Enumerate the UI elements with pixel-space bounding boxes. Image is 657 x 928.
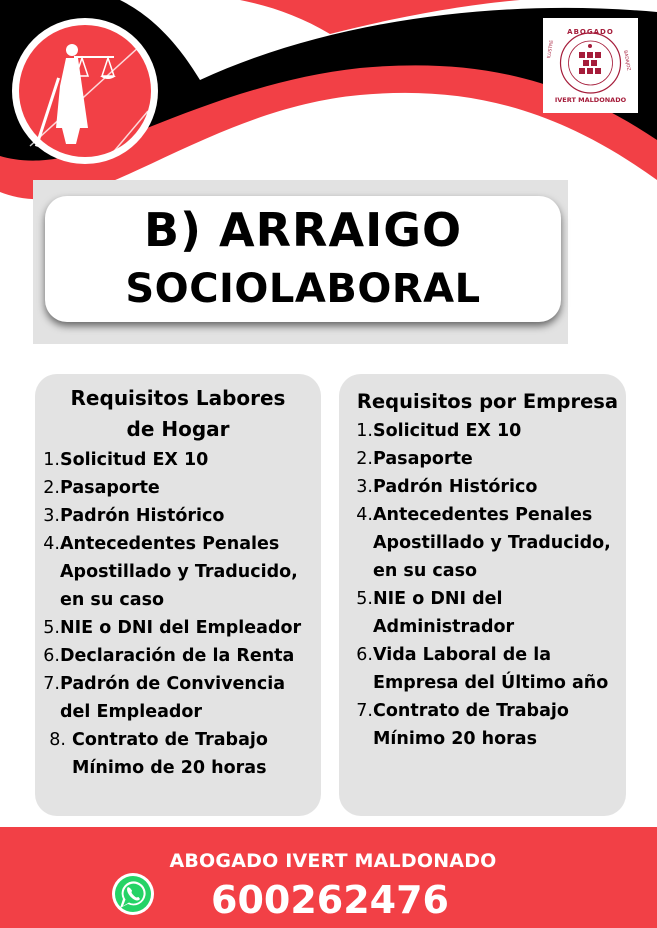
list-item	[35, 670, 321, 726]
item-text: Padrón de Convivencia del Empleador	[60, 674, 286, 722]
list-item	[35, 502, 321, 530]
item-number: 5.	[43, 618, 60, 638]
list-item	[35, 530, 321, 614]
item-number: 3.	[356, 477, 373, 497]
item-number: 4.	[356, 505, 373, 525]
item-text: Pasaporte	[373, 449, 473, 469]
item-number: 6.	[356, 645, 373, 665]
page-subtitle: SOCIOLABORAL	[125, 266, 481, 312]
requirements-list-company	[339, 417, 626, 753]
seal-left-text: ILUSTRE	[547, 39, 556, 59]
item-number: 7.	[43, 674, 60, 694]
item-number: 5.	[356, 589, 373, 609]
item-text: Solicitud EX 10	[373, 421, 522, 441]
footer-contact	[0, 827, 657, 928]
phone-number[interactable]: 600262476	[211, 878, 449, 922]
item-text: Antecedentes Penales Apostillado y Traducido, en su caso	[60, 534, 298, 610]
seal-bottom-text: IVERT MALDONADO	[554, 96, 627, 104]
item-number: 3.	[43, 506, 60, 526]
page-title: B) ARRAIGO	[143, 203, 463, 257]
item-text: Padrón Histórico	[373, 477, 538, 497]
card-heading-domestic	[35, 383, 321, 445]
item-number: 2.	[43, 478, 60, 498]
item-text: NIE o DNI del Empleador	[60, 618, 302, 638]
item-number: 6.	[43, 646, 60, 666]
item-text: Solicitud EX 10	[60, 450, 209, 470]
item-text: NIE o DNI del Administrador	[373, 589, 515, 637]
item-number: 4.	[43, 534, 60, 554]
item-text: Declaración de la Renta	[60, 646, 295, 666]
item-text: Padrón Histórico	[60, 506, 225, 526]
card-heading-text: Requisitos Labores de Hogar	[70, 386, 286, 441]
requirements-list-domestic	[35, 446, 321, 782]
list-item	[339, 501, 626, 585]
requirements-card-company	[339, 374, 626, 816]
item-number: 2.	[356, 449, 373, 469]
item-number: 1.	[43, 450, 60, 470]
list-item	[339, 445, 626, 473]
lady-justice-logo	[10, 16, 160, 166]
list-item	[339, 585, 626, 641]
item-text: Vida Laboral de la Empresa del Último año	[373, 645, 609, 693]
whatsapp-icon[interactable]	[111, 872, 155, 916]
list-item	[35, 614, 321, 642]
list-item	[35, 726, 321, 782]
item-text: Pasaporte	[60, 478, 160, 498]
list-item	[339, 473, 626, 501]
list-item	[339, 697, 626, 753]
list-item	[339, 417, 626, 445]
item-text: Antecedentes Penales Apostillado y Traducido, en su caso	[373, 505, 611, 581]
list-item	[35, 642, 321, 670]
card-heading-company: Requisitos por Empresa	[356, 390, 619, 413]
item-number: 8.	[49, 730, 66, 750]
item-text: Contrato de Trabajo Mínimo de 20 horas	[72, 730, 268, 778]
bar-association-seal	[543, 18, 638, 113]
seal-arc-text: ABOGADO	[567, 28, 614, 36]
list-item	[35, 474, 321, 502]
list-item	[35, 446, 321, 474]
item-text: Contrato de Trabajo Mínimo 20 horas	[373, 701, 569, 749]
title-box	[45, 196, 561, 322]
item-number: 1.	[356, 421, 373, 441]
lawyer-name: ABOGADO IVERT MALDONADO	[169, 850, 497, 872]
item-number: 7.	[356, 701, 373, 721]
requirements-card-domestic	[35, 374, 321, 816]
seal-right-text: BADAJOZ	[622, 50, 631, 72]
list-item	[339, 641, 626, 697]
lady-justice-icon	[10, 16, 160, 166]
